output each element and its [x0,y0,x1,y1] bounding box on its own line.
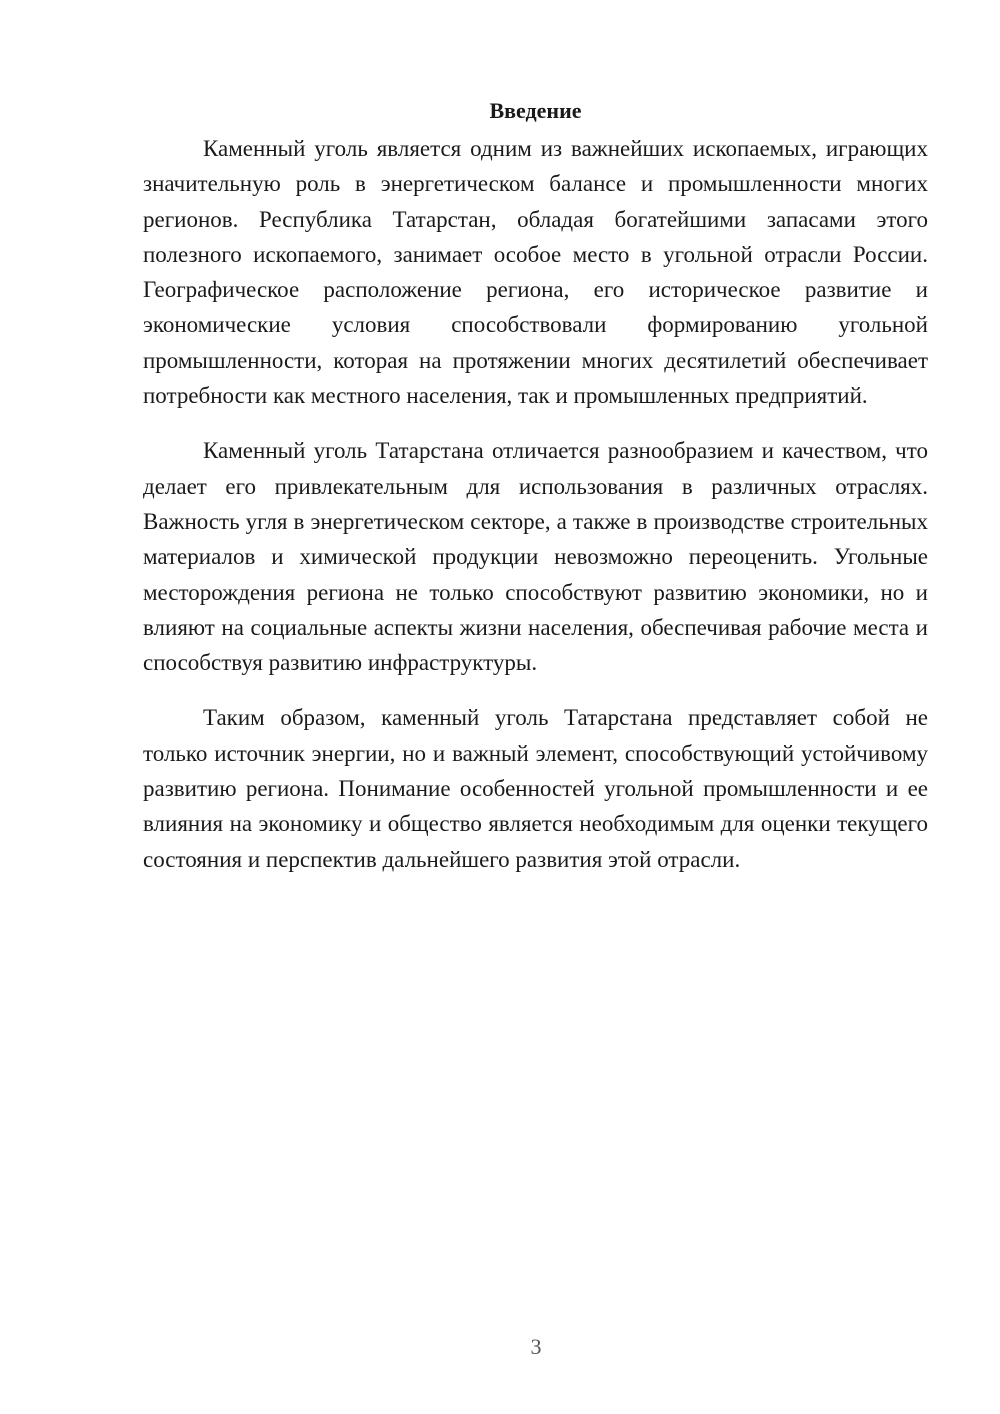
paragraph-3: Таким образом, каменный уголь Татарстана представляет собой не только источник энергии, но и важный элемент, способствующий устойчивому развитию региона. Понимание особенностей угольной промышленности и ее влияния на экономику и общество является необходимым для оценки текущего состояния и перспектив дальнейшего развития этой отрасли. [143,705,928,872]
paragraph-1: Каменный уголь является одним из важнейших ископаемых, играющих значительную роль в энергетическом балансе и промышленности многих регионов. Республика Татарстан, обладая богатейшими запасами этого полезного ископаемого, занимает особое место в угольной отрасли России. Географическое расположение региона, его историческое развитие и экономические условия способствовали формированию угольной промышленности, которая на протяжении многих десятилетий обеспечивает потребности как местного населения, так и промышленных предприятий. [143,136,928,409]
section-title: Введение [489,98,582,123]
page-content [143,96,928,897]
paragraph-2: Каменный уголь Татарстана отличается разнообразием и качеством, что делает его привлекательным для использования в различных отраслях. Важность угля в энергетическом секторе, а также в производстве строительных материалов и химической продукции невозможно переоценить. Угольные месторождения региона не только способствуют развитию экономики, но и влияют на социальные аспекты жизни населения, обеспечивая рабочие места и способствуя развитию инфраструктуры. [143,438,928,676]
page-number: 3 [530,1334,542,1359]
